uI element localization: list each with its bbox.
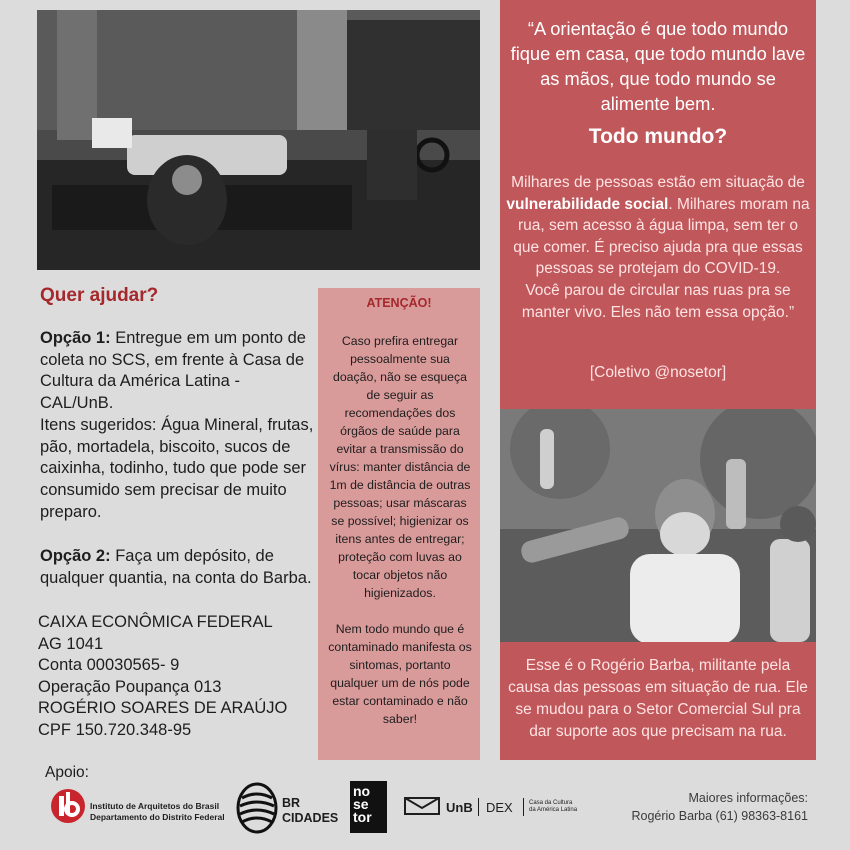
support-label: Apoio: [45, 764, 89, 781]
brcidades-line-2: CIDADES [282, 811, 339, 825]
brcidades-logo [236, 782, 346, 834]
quote-body-end-2: Você parou de circular nas ruas pra se manter vivo. Eles não tem essa opção.” [521, 281, 795, 321]
bank-account: Conta 00030565- 9 [38, 656, 180, 674]
cal-label [529, 800, 577, 814]
nosetor-line-3: tor [353, 809, 372, 825]
attention-paragraph-2: Nem todo mundo que é contaminado manifesta os sintomas, portanto qualquer um de nós pode estar contaminado e não saber! [328, 622, 472, 726]
photo-rogerio-barba [500, 409, 816, 642]
option-1-text: Entregue em um ponto de coleta no SCS, em frente à Casa de Cultura da América Latina - CAL/UnB. [40, 329, 306, 413]
unb-mark-icon [404, 796, 440, 816]
bank-cpf: CPF 150.720.348-95 [38, 720, 192, 739]
quote-body-bold: vulnerabilidade social [506, 195, 669, 213]
bank-name: CAIXA ECONÔMICA FEDERAL [38, 613, 273, 631]
attention-title: ATENÇÃO! [366, 296, 432, 310]
help-title: Quer ajudar? [40, 285, 159, 306]
bank-operation: Operação Poupança 013 [38, 677, 222, 696]
option-1 [40, 328, 315, 523]
option-2-text: Faça um depósito, de qualquer quantia, na conta do Barba. [40, 547, 312, 587]
attention-paragraph-1: Caso prefira entregar pessoalmente sua doação, não se esqueça de seguir as recomendações dos órgãos de saúde para evitar a transmissão do vírus: manter distância de 1m de distância de outras pessoas; usar máscaras se possível; higienizar os itens antes de entregar; proteção com luvas ao tocar objetos não higienizados. [329, 334, 471, 600]
iab-mark-icon [50, 788, 86, 824]
cal-line-2: da América Latina [529, 807, 578, 813]
more-info-title: Maiores informações: [688, 791, 808, 805]
nosetor-logo [350, 781, 387, 833]
separator [523, 798, 524, 816]
bank-details [38, 612, 287, 741]
more-info [600, 789, 808, 825]
quote-panel [500, 0, 816, 409]
option-2-label: Opção 2: [40, 547, 111, 565]
nosetor-line-2: se [353, 796, 369, 812]
cal-line-1: Casa da Cultura [529, 800, 573, 806]
quote-body-start: Milhares de pessoas estão em situação de [511, 174, 805, 191]
unb-dex-logo [404, 796, 584, 820]
bank-holder: ROGÉRIO SOARES DE ARAÚJO [38, 699, 288, 717]
caption-panel [500, 642, 816, 760]
brcidades-line-1: BR [282, 796, 301, 810]
option-2 [40, 546, 320, 589]
attention-body [328, 332, 472, 746]
dex-label: DEX [486, 800, 513, 815]
quote-body-end: . Milhares moram na rua, sem acesso à água limpa, sem ter o que comer. É preciso ajuda pra que essas pessoas se protejam do COVID-19. [513, 195, 810, 278]
quote-text: “A orientação é que todo mundo fique em casa, que todo mundo lave as mãos, que todo mundo se alimente bem. [510, 18, 806, 114]
attention-box [318, 288, 480, 760]
photo-homeless-man [37, 10, 480, 270]
iab-line-2: Departamento do Distrito Federal [90, 812, 225, 822]
more-info-contact: Rogério Barba (61) 98363-8161 [631, 809, 808, 823]
iab-line-1: Instituto de Arquitetos do Brasil [90, 801, 220, 811]
brcidades-mark-icon [236, 782, 278, 834]
quote-question: Todo mundo? [588, 125, 728, 148]
option-1-label: Opção 1: [40, 329, 111, 347]
caption-text: Esse é o Rogério Barba, militante pela causa das pessoas em situação de rua. Ele se mudou para o Setor Comercial Sul pra dar suporte aos que precisam na rua. [508, 657, 808, 740]
quote-body [506, 172, 810, 323]
iab-logo [50, 788, 240, 828]
separator [478, 798, 479, 816]
option-1-items: Itens sugeridos: Água Mineral, frutas, pão, mortadela, biscoito, sucos de caixinha, todinho, tudo que pode ser consumido sem precisar de muito preparo. [40, 415, 314, 521]
nosetor-line-1: no [353, 783, 371, 799]
unb-label: UnB [446, 800, 473, 815]
bank-agency: AG 1041 [38, 634, 104, 653]
quote-credit: [Coletivo @nosetor] [589, 364, 727, 381]
